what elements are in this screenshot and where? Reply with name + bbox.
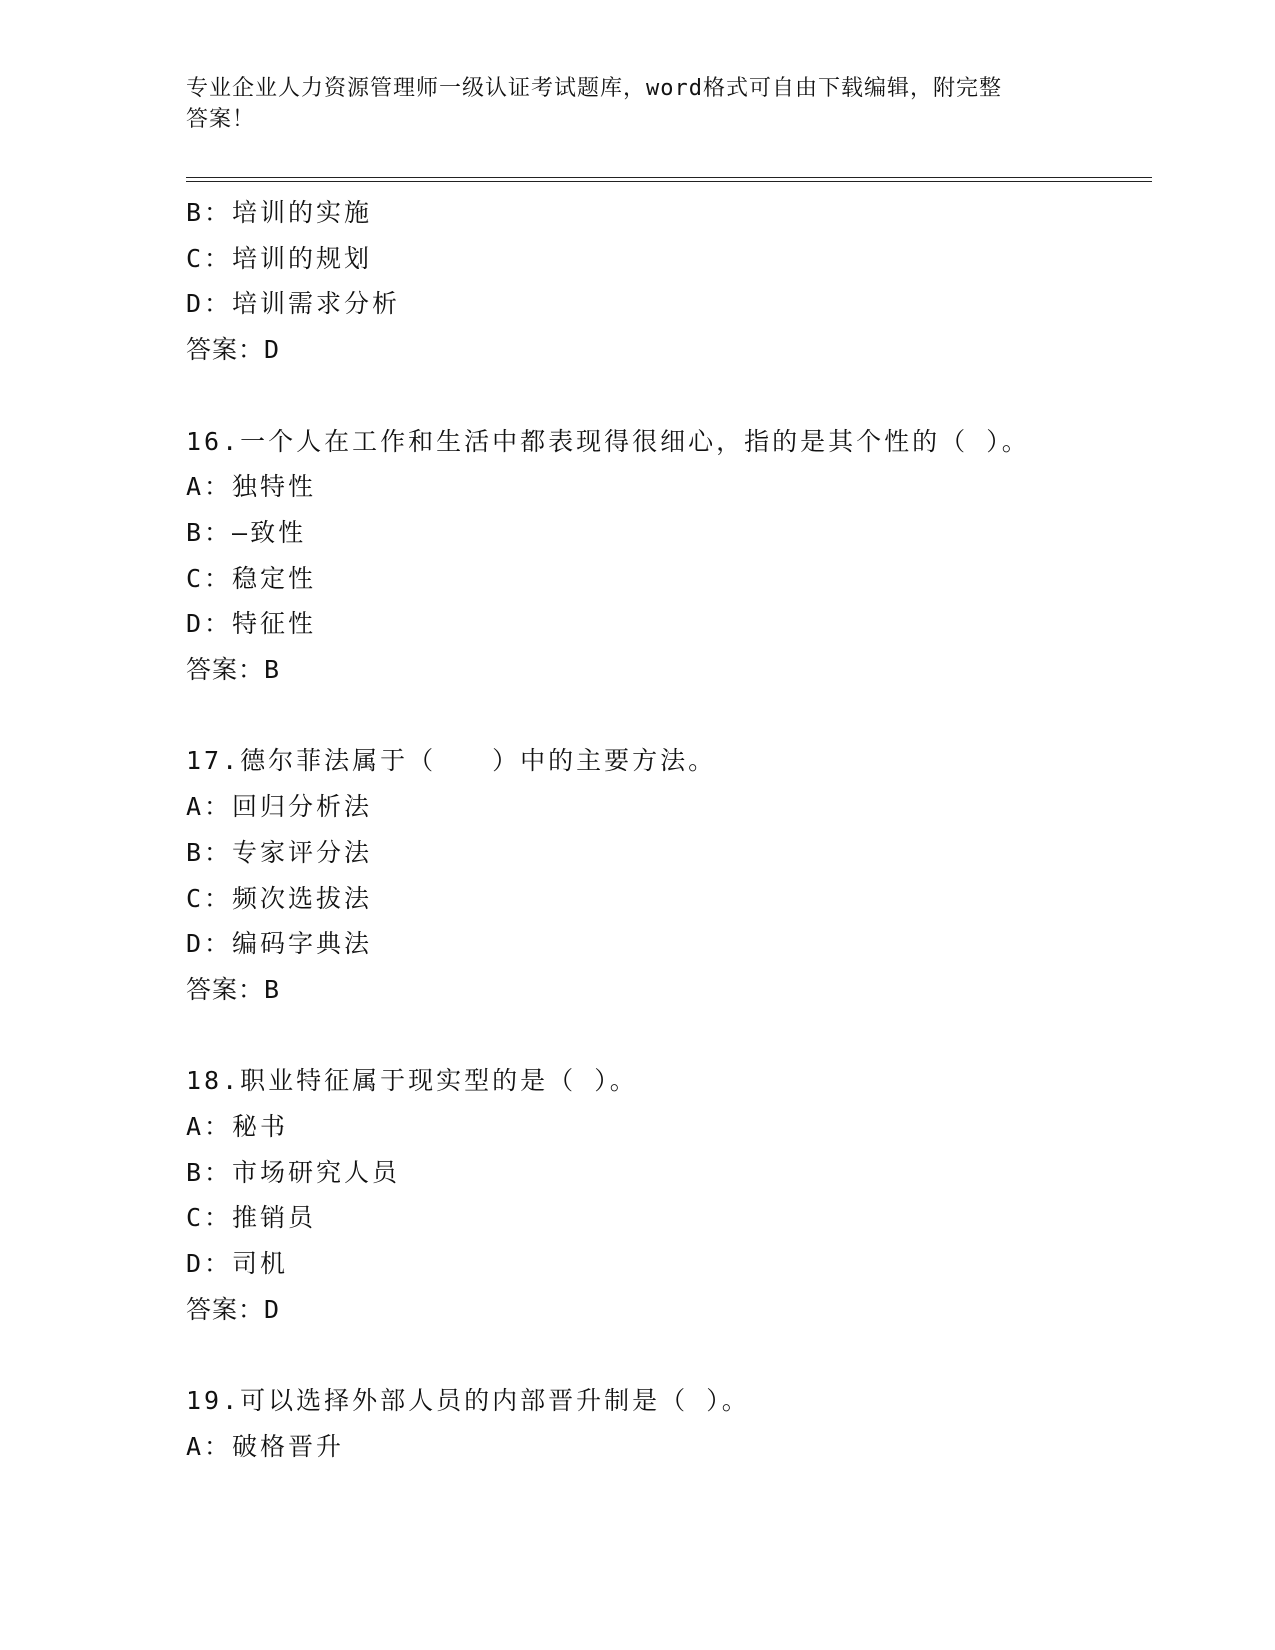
question-block (186, 419, 1152, 693)
option-line: A：回归分析法 (186, 792, 373, 822)
option-line: D：编码字典法 (186, 929, 373, 959)
question-stem: 16.一个人在工作和生活中都表现得很细心，指的是其个性的（ ）。 (186, 426, 1030, 456)
option-line: B：培训的实施 (186, 198, 373, 227)
block-spacer (186, 693, 1152, 739)
block-spacer (186, 373, 1152, 419)
question-stem: 17.德尔菲法属于（ ）中的主要方法。 (186, 746, 717, 776)
question-block (186, 1058, 1152, 1332)
option-line: A：破格晋升 (186, 1431, 345, 1461)
question-stem: 19.可以选择外部人员的内部晋升制是（ ）。 (186, 1386, 750, 1416)
option-line: B：专家评分法 (186, 837, 373, 867)
option-line: C：频次选拔法 (186, 883, 373, 913)
option-line: A：独特性 (186, 472, 317, 502)
option-line: B：市场研究人员 (186, 1157, 401, 1187)
answer-line: 答案：D (186, 335, 281, 365)
answer-line: 答案：D (186, 1294, 281, 1324)
option-line: A：秘书 (186, 1112, 289, 1142)
option-line: D：培训需求分析 (186, 289, 401, 319)
option-line: C：推销员 (186, 1203, 317, 1233)
question-block (186, 738, 1152, 1012)
option-line: B：—致性 (186, 517, 307, 547)
document-header (186, 73, 1086, 135)
option-line: D：特征性 (186, 609, 317, 639)
answer-line: 答案：B (186, 974, 281, 1004)
question-list (186, 190, 1152, 1470)
option-line: C：培训的规划 (186, 243, 373, 273)
answer-line: 答案：B (186, 655, 281, 685)
header-divider-bottom (186, 181, 1152, 182)
header-line-2: 答案！ (186, 107, 256, 132)
header-line-1: 专业企业人力资源管理师一级认证考试题库，word格式可自由下载编辑，附完整 (186, 76, 1002, 101)
header-divider-top (186, 177, 1152, 178)
option-line: C：稳定性 (186, 563, 317, 593)
option-line: D：司机 (186, 1249, 289, 1279)
block-spacer (186, 1013, 1152, 1059)
question-block (186, 190, 1152, 373)
question-stem: 18.职业特征属于现实型的是（ ）。 (186, 1066, 638, 1096)
block-spacer (186, 1333, 1152, 1379)
question-block (186, 1378, 1152, 1469)
